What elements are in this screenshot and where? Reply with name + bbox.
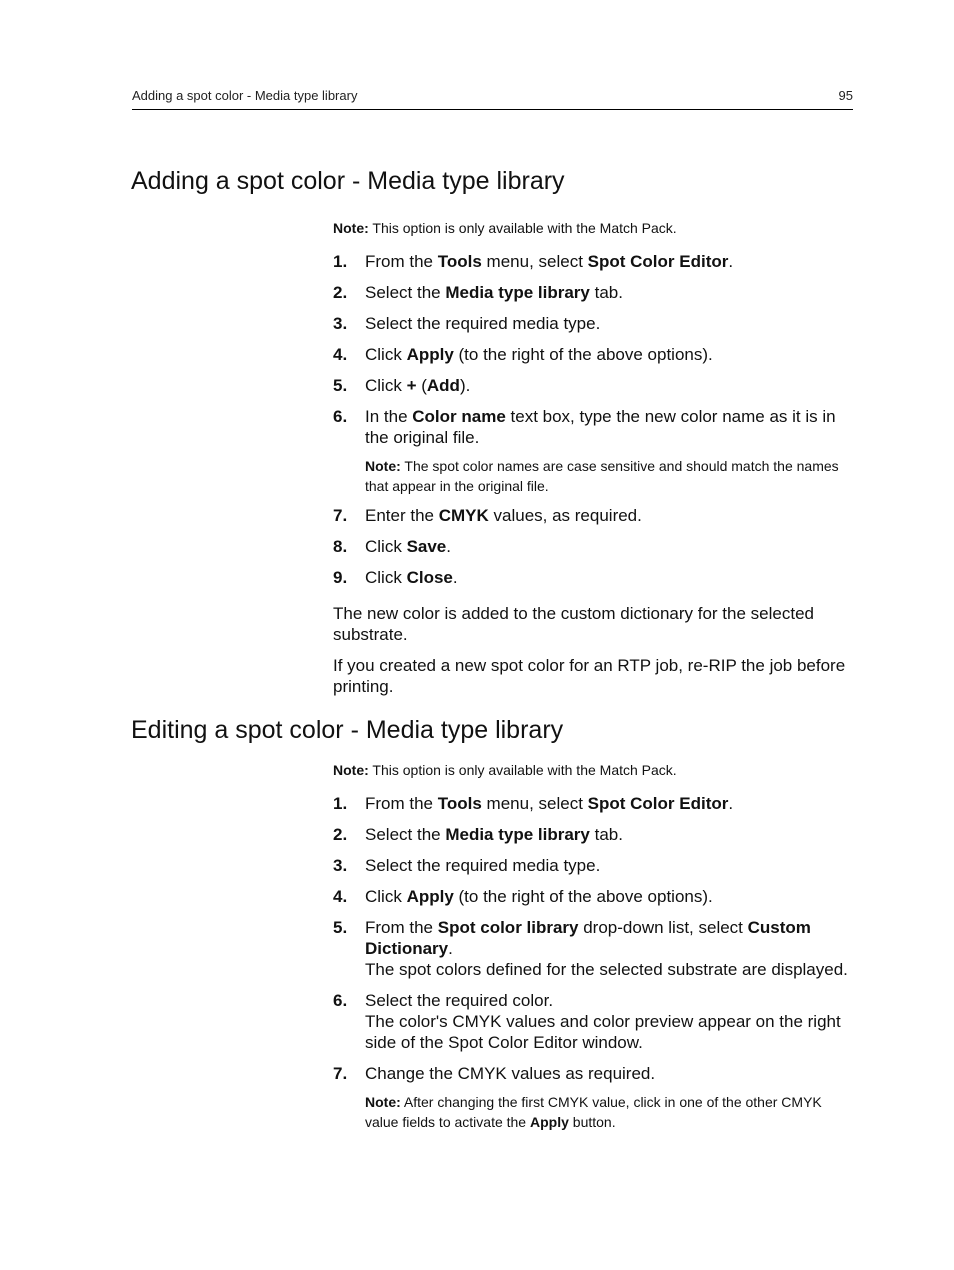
- note-text: After changing the first CMYK value, click in one of the other CMYK value fields to activate the: [365, 1094, 822, 1130]
- ui-term: Tools: [437, 252, 482, 271]
- step-number: 2.: [333, 283, 348, 302]
- step-text: Click: [365, 345, 407, 364]
- result-paragraph: The new color is added to the custom dictionary for the selected substrate.: [333, 604, 814, 644]
- step-item: [333, 917, 858, 980]
- step-text: Click: [365, 568, 407, 587]
- step-item: [333, 282, 858, 303]
- running-header: [132, 88, 853, 104]
- step-number: 1.: [333, 252, 348, 271]
- note-text: This option is only available with the Match Pack.: [368, 762, 677, 778]
- page-number: 95: [838, 88, 853, 103]
- step-item: [333, 1063, 858, 1084]
- step-number: 4.: [333, 345, 348, 364]
- note-text: button.: [568, 1114, 616, 1130]
- step-text: tab.: [589, 283, 623, 302]
- step-text: menu, select: [481, 794, 588, 813]
- note-text: The spot color names are case sensitive and should match the names that appear in the original file.: [365, 458, 839, 494]
- step-item: [333, 406, 858, 448]
- step-result-text: The color's CMYK values and color preview appear on the right side of the Spot Color Editor window.: [365, 1012, 841, 1052]
- note-match-pack: [333, 760, 858, 780]
- ui-term: Apply: [406, 887, 454, 906]
- step-number: 5.: [333, 918, 348, 937]
- note-label: Note:: [365, 458, 401, 474]
- steps-list-editing: [333, 793, 858, 1084]
- step-number: 5.: [333, 376, 348, 395]
- step-text: ).: [459, 376, 471, 395]
- section-body-adding: [333, 218, 858, 707]
- step-text: From the: [365, 794, 438, 813]
- step-text: (to the right of the above options).: [453, 887, 713, 906]
- step-text: tab.: [589, 825, 623, 844]
- ui-term: Spot Color Editor: [587, 252, 729, 271]
- step-text: Click: [365, 887, 407, 906]
- ui-term: Spot color library: [437, 918, 579, 937]
- step-result-text: The spot colors defined for the selected substrate are displayed.: [365, 960, 848, 979]
- step-number: 3.: [333, 856, 348, 875]
- ui-term: Tools: [437, 794, 482, 813]
- step-text: Click: [365, 376, 407, 395]
- step-item: [333, 505, 858, 526]
- note-label: Note:: [333, 220, 369, 236]
- note-match-pack: [333, 218, 858, 238]
- step-item: [333, 375, 858, 396]
- ui-term: +: [406, 376, 417, 395]
- section-heading-adding: Adding a spot color - Media type library: [131, 167, 565, 195]
- header-rule: [132, 109, 853, 110]
- ui-term: Media type library: [445, 283, 590, 302]
- step-text: Enter the: [365, 506, 439, 525]
- ui-term: Spot Color Editor: [587, 794, 729, 813]
- step-text: From the: [365, 918, 438, 937]
- step-text: .: [728, 794, 734, 813]
- note-label: Note:: [365, 1094, 401, 1110]
- step-text: In the: [365, 407, 413, 426]
- step-text: (to the right of the above options).: [453, 345, 713, 364]
- ui-term: CMYK: [438, 506, 489, 525]
- step-item: [333, 990, 858, 1053]
- step-text: .: [728, 252, 734, 271]
- step-text: Click: [365, 537, 407, 556]
- running-header-title: Adding a spot color - Media type library: [132, 88, 358, 103]
- step-number: 8.: [333, 537, 348, 556]
- section-heading-editing: Editing a spot color - Media type library: [131, 716, 564, 744]
- ui-term: Color name: [412, 407, 506, 426]
- step-number: 6.: [333, 991, 348, 1010]
- rtp-paragraph: If you created a new spot color for an RTP job, re-RIP the job before printing.: [333, 656, 846, 696]
- step-item: [333, 536, 858, 557]
- step-text: drop-down list, select: [578, 918, 748, 937]
- step-text: menu, select: [481, 252, 588, 271]
- step-item: [333, 567, 858, 588]
- step-text: Select the required media type.: [365, 856, 601, 875]
- ui-term: Apply: [406, 345, 454, 364]
- note-label: Note:: [333, 762, 369, 778]
- section-body-editing: [333, 760, 858, 1141]
- steps-list-adding-cont: [333, 505, 858, 588]
- note-case-sensitive: [365, 456, 858, 496]
- ui-term: Add: [426, 376, 460, 395]
- steps-list-adding: [333, 251, 858, 448]
- step-text: Change the CMYK values as required.: [365, 1064, 656, 1083]
- step-text: values, as required.: [488, 506, 642, 525]
- ui-term: Media type library: [445, 825, 590, 844]
- step-item: [333, 824, 858, 845]
- step-item: [333, 344, 858, 365]
- ui-term: Close: [406, 568, 453, 587]
- step-text: text box, type the new color name as it is in the original file.: [365, 407, 836, 447]
- step-item: [333, 855, 858, 876]
- step-number: 1.: [333, 794, 348, 813]
- step-number: 7.: [333, 1064, 348, 1083]
- step-text: Select the: [365, 825, 446, 844]
- step-text: Select the required media type.: [365, 314, 601, 333]
- note-text: This option is only available with the Match Pack.: [368, 220, 677, 236]
- step-text: (: [416, 376, 427, 395]
- ui-term: Save: [406, 537, 447, 556]
- ui-term: Custom Dictionary: [365, 918, 811, 958]
- step-text: .: [452, 568, 458, 587]
- step-number: 7.: [333, 506, 348, 525]
- step-item: [333, 251, 858, 272]
- note-activate-apply: [365, 1092, 858, 1132]
- step-text: Select the required color.: [365, 991, 554, 1010]
- step-text: .: [448, 939, 453, 958]
- ui-term: Apply: [530, 1114, 569, 1130]
- step-number: 3.: [333, 314, 348, 333]
- step-text: From the: [365, 252, 438, 271]
- step-number: 4.: [333, 887, 348, 906]
- step-number: 2.: [333, 825, 348, 844]
- step-text: .: [446, 537, 451, 556]
- step-text: Select the: [365, 283, 446, 302]
- step-item: [333, 313, 858, 334]
- step-number: 9.: [333, 568, 348, 587]
- step-item: [333, 886, 858, 907]
- step-number: 6.: [333, 407, 348, 426]
- step-item: [333, 793, 858, 814]
